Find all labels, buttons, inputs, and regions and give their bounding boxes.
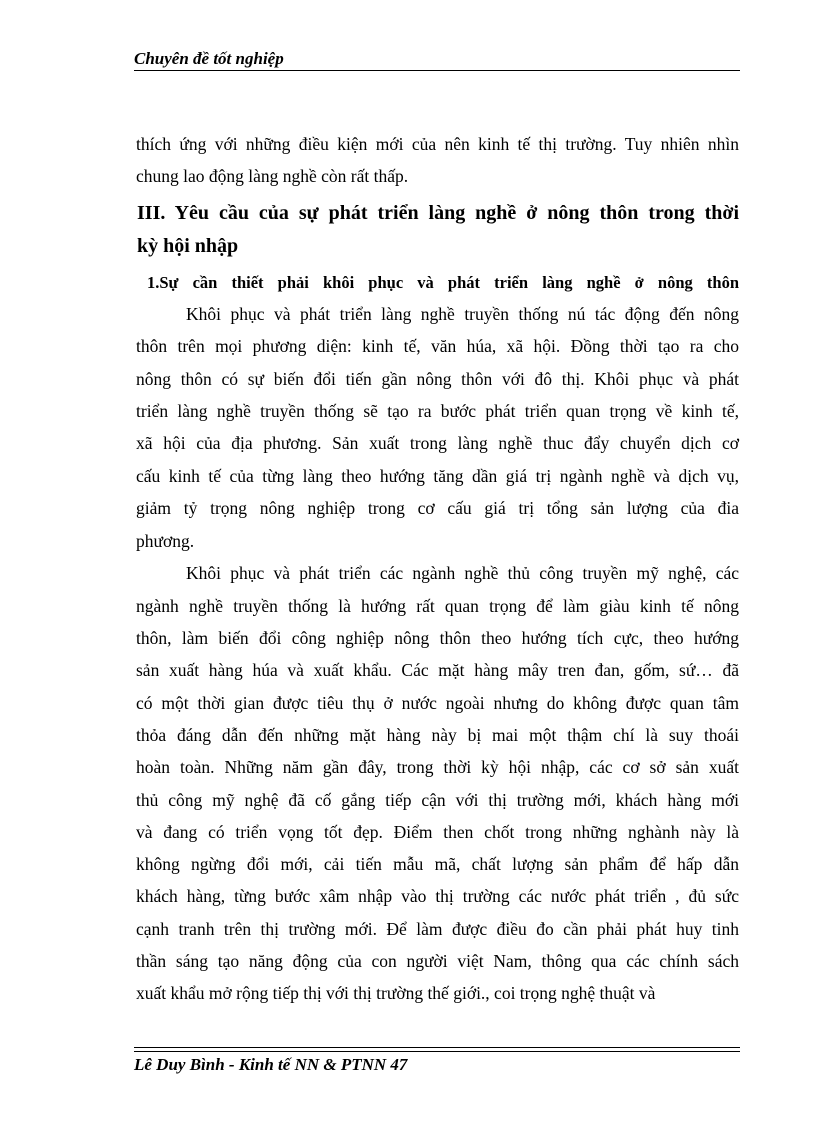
paragraph-1-line: thôn trên mọi phương diện: kinh tế, văn húa, xã hội. Đồng thời tạo ra cho (136, 336, 739, 356)
paragraph-1-line: cấu kinh tế của từng làng theo hướng tăng dần giá trị ngành nghề và dịch vụ, (136, 466, 739, 486)
paragraph-2-line: thần sáng tạo năng động của con người việt Nam, thông qua các chính sách (136, 951, 739, 971)
paragraph-1-line: phương. (136, 531, 195, 551)
paragraph-2-line: hoàn toàn. Những năm gần đây, trong thời kỳ hội nhập, các cơ sở sản xuất (136, 757, 739, 777)
intro-line: chung lao động làng nghề còn rất thấp. (136, 166, 409, 186)
section-heading: III. Yêu cầu của sự phát triển làng nghề ở nông thôn trong thời (137, 202, 739, 224)
paragraph-2-line: và đang có triển vọng tốt đẹp. Điểm then chốt trong những nghành này là (136, 822, 739, 842)
paragraph-2-line: có một thời gian được tiêu thụ ở nước ngoài nhưng do không được quan tâm (136, 693, 739, 713)
footer-rule (134, 1047, 740, 1048)
page-header-title: Chuyên đề tốt nghiệp (134, 49, 284, 68)
paragraph-2-line: xuất khẩu mở rộng tiếp thị với thị trường thế giới., coi trọng nghệ thuật và (136, 983, 656, 1003)
subsection-heading: 1.Sự cần thiết phải khôi phục và phát triển làng nghề ở nông thôn (147, 273, 739, 292)
paragraph-1-line: giảm tỷ trọng nông nghiệp trong cơ cấu giá trị tổng sản lượng của đia (136, 498, 739, 518)
paragraph-2-line: cạnh tranh trên thị trường mới. Để làm được điều đo cần phải phát huy tinh (136, 919, 739, 939)
paragraph-2-line: không ngừng đổi mới, cải tiến mẫu mã, chất lượng sản phẩm để hấp dẫn (136, 854, 739, 874)
paragraph-2-line: ngành nghề truyền thống là hướng rất quan trọng để làm giàu kinh tế nông (136, 596, 739, 616)
paragraph-1-line: Khôi phục và phát triển làng nghề truyền thống nú tác động đến nông (186, 304, 739, 324)
footer-author: Lê Duy Bình - Kinh tế NN & PTNN 47 (134, 1055, 408, 1074)
paragraph-2-line: thỏa đáng dẫn đến những mặt hàng này bị mai một thậm chí là suy thoái (136, 725, 739, 745)
paragraph-2-line: Khôi phục và phát triển các ngành nghề thủ công truyền mỹ nghệ, các (186, 563, 739, 583)
paragraph-1-line: triển làng nghề truyền thống sẽ tạo ra bước phát triển quan trọng về kinh tế, (136, 401, 739, 421)
paragraph-2-line: thôn, làm biến đổi công nghiệp nông thôn theo hướng tích cực, theo hướng (136, 628, 739, 648)
paragraph-1-line: xã hội của địa phương. Sản xuất trong làng nghề thuc đẩy chuyển dịch cơ (136, 433, 739, 453)
footer-rule (134, 1051, 740, 1052)
paragraph-1-line: nông thôn có sự biến đổi tiến gần nông thôn với đô thị. Khôi phục và phát (136, 369, 739, 389)
paragraph-2-line: thủ công mỹ nghệ đã cố gắng tiếp cận với thị trường mới, khách hàng mới (136, 790, 739, 810)
header-rule (134, 70, 740, 71)
section-heading: kỳ hội nhập (137, 235, 239, 257)
paragraph-2-line: sản xuất hàng húa và xuất khẩu. Các mặt hàng mây tren đan, gốm, sứ… đã (136, 660, 739, 680)
intro-line: thích ứng với những điều kiện mới của nên kinh tế thị trường. Tuy nhiên nhìn (136, 134, 739, 154)
paragraph-2-line: khách hàng, từng bước xâm nhập vào thị trường các nước phát triển , đủ sức (136, 886, 739, 906)
